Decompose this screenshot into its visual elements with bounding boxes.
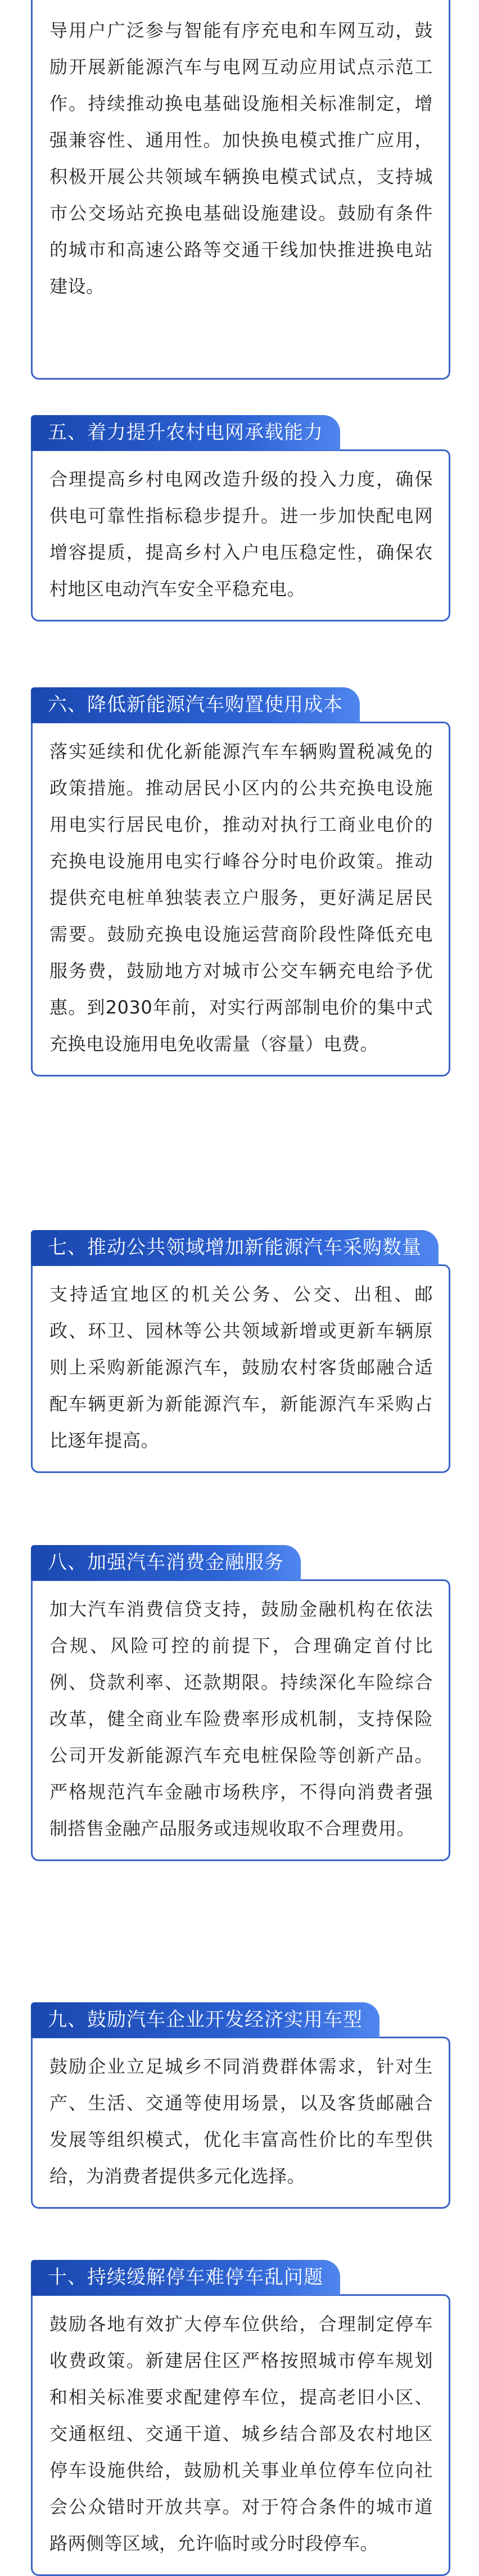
section-10-title: 十、持续缓解停车难停车乱问题	[31, 2260, 340, 2295]
section-10	[31, 2260, 450, 2576]
intro-card-text: 导用户广泛参与智能有序充电和车网互动，鼓励开展新能源汽车与电网互动应用试点示范工作。持续推动换电基础设施相关标准制定，增强兼容性、通用性。加快换电模式推广应用，积极开展公共领域车辆换电模式试点，支持城市公交场站充换电基础设施建设。鼓励有条件的城市和高速公路等交通干线加快推进换电站建设。	[49, 20, 433, 297]
section-9-title: 九、鼓励汽车企业开发经济实用车型	[31, 2002, 379, 2038]
section-8-card	[31, 1579, 450, 1861]
section-6-card	[31, 722, 450, 1077]
section-8-text: 加大汽车消费信贷支持，鼓励金融机构在依法合规、风险可控的前提下，合理确定首付比例、贷款利率、还款期限。持续深化车险综合改革，健全商业车险费率形成机制，支持保险公司开发新能源汽车充电桩保险等创新产品。严格规范汽车金融市场秩序，不得向消费者强制搭售金融产品服务或违规收取不合理费用。	[49, 1598, 433, 1839]
intro-card	[31, 0, 450, 380]
section-9-text: 鼓励企业立足城乡不同消费群体需求，针对生产、生活、交通等使用场景，以及客货邮融合发展等组织模式，优化丰富高性价比的车型供给，为消费者提供多元化选择。	[49, 2056, 433, 2187]
section-5-text: 合理提高乡村电网改造升级的投入力度，确保供电可靠性指标稳步提升。进一步加快配电网增容提质，提高乡村入户电压稳定性，确保农村地区电动汽车安全平稳充电。	[49, 469, 433, 600]
section-8	[31, 1545, 450, 1861]
section-5	[31, 415, 450, 622]
section-5-card	[31, 449, 450, 622]
section-10-card	[31, 2294, 450, 2576]
section-6-title: 六、降低新能源汽车购置使用成本	[31, 687, 360, 723]
section-9-card	[31, 2037, 450, 2209]
section-7-text: 支持适宜地区的机关公务、公交、出租、邮政、环卫、园林等公共领域新增或更新车辆原则上采购新能源汽车，鼓励农村客货邮融合适配车辆更新为新能源汽车，新能源汽车采购占比逐年提高。	[49, 1284, 433, 1451]
section-8-title: 八、加强汽车消费金融服务	[31, 1545, 301, 1580]
section-5-title: 五、着力提升农村电网承载能力	[31, 415, 340, 451]
section-7	[31, 1230, 450, 1473]
section-9	[31, 2002, 450, 2209]
section-10-text: 鼓励各地有效扩大停车位供给，合理制定停车收费政策。新建居住区严格按照城市停车规划和相关标准要求配建停车位，提高老旧小区、交通枢纽、交通干道、城乡结合部及农村地区停车设施供给，鼓励机关事业单位停车位向社会公众错时开放共享。对于符合条件的城市道路两侧等区域，允许临时或分时段停车。	[49, 2313, 433, 2554]
section-7-card	[31, 1264, 450, 1473]
section-6-text: 落实延续和优化新能源汽车车辆购置税减免的政策措施。推动居民小区内的公共充换电设施用电实行居民电价，推动对执行工商业电价的充换电设施用电实行峰谷分时电价政策。推动提供充电桩单独装表立户服务，更好满足居民需要。鼓励充换电设施运营商阶段性降低充电服务费，鼓励地方对城市公交车辆充电给予优惠。到2030年前，对实行两部制电价的集中式充换电设施用电免收需量（容量）电费。	[49, 741, 433, 1055]
section-6	[31, 687, 450, 1077]
section-7-title: 七、推动公共领域增加新能源汽车采购数量	[31, 1230, 439, 1266]
